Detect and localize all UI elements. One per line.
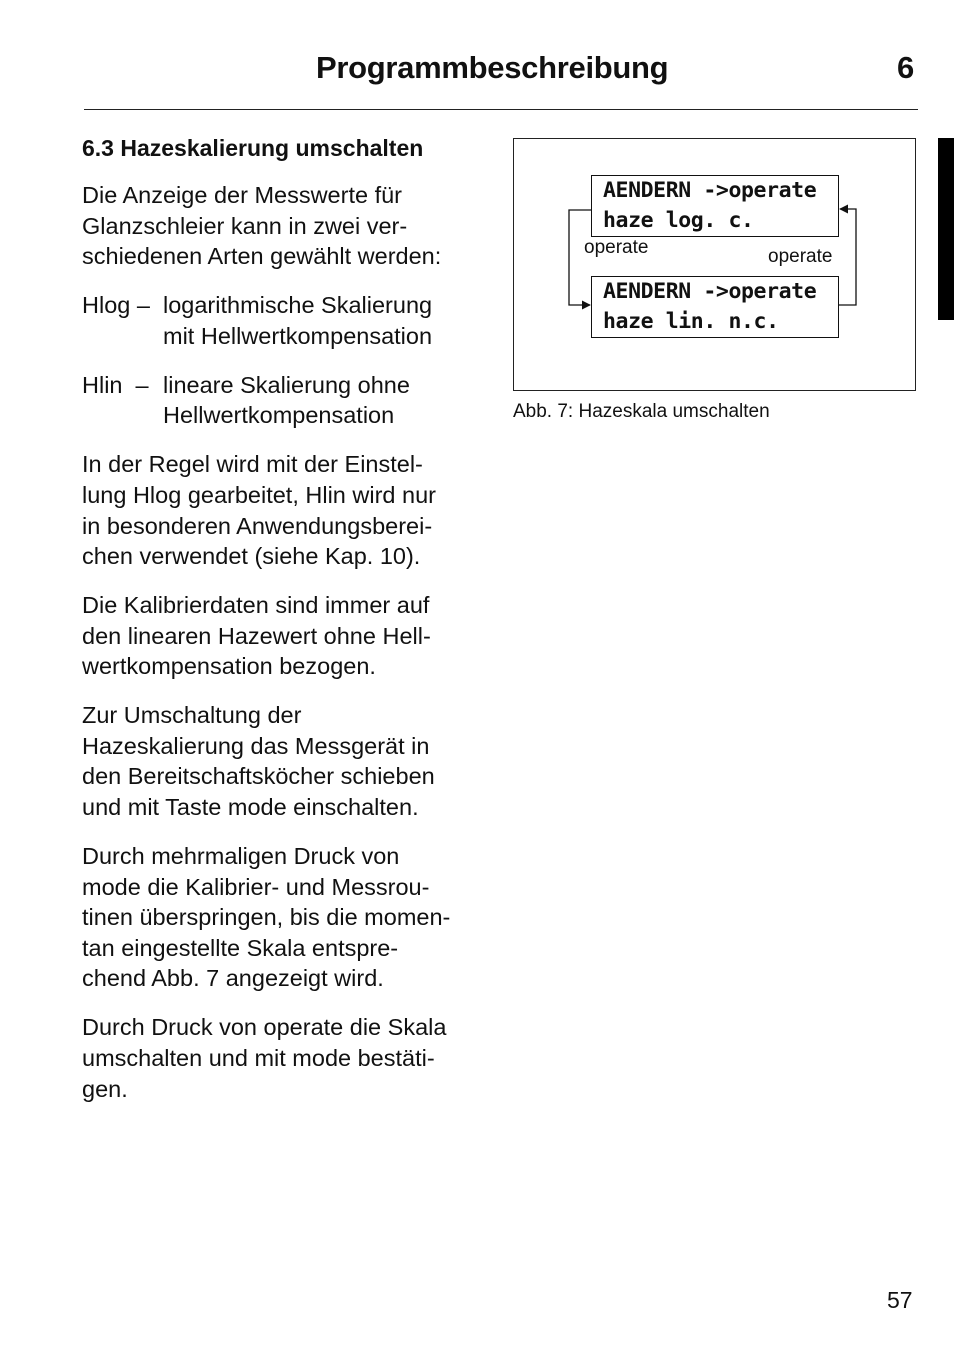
page-header-title: Programmbeschreibung bbox=[316, 50, 669, 85]
text-line: umschalten und mit mode bestäti- bbox=[82, 1044, 435, 1071]
text-line: logarithmische Skalierung bbox=[163, 292, 433, 319]
paragraph-mehrmaliger-druck bbox=[82, 841, 512, 994]
main-text-column bbox=[82, 133, 512, 1123]
figure-caption: Abb. 7: Hazeskala umschalten bbox=[513, 401, 770, 422]
lcd-line: haze lin. n.c. bbox=[603, 309, 779, 334]
text-line: mit Hellwertkompensation bbox=[163, 322, 433, 349]
lcd-line: AENDERN ->operate bbox=[603, 279, 817, 304]
definition-hlog bbox=[82, 290, 512, 351]
text-line: den Bereitschaftsköcher schieben bbox=[82, 763, 435, 790]
section-heading: 6.3 Hazeskalierung umschalten bbox=[82, 135, 424, 161]
intro-paragraph bbox=[82, 180, 512, 272]
text-line: mode die Kalibrier- und Messrou- bbox=[82, 873, 430, 900]
text-line: Zur Umschaltung der bbox=[82, 702, 302, 729]
text-line: Durch Druck von operate die Skala bbox=[82, 1014, 447, 1041]
paragraph-regel bbox=[82, 449, 512, 571]
lcd-line: haze log. c. bbox=[603, 208, 754, 233]
text-line: Glanzschleier kann in zwei ver- bbox=[82, 212, 408, 239]
text-line: chend Abb. 7 angezeigt wird. bbox=[82, 965, 384, 992]
text-line: Die Anzeige der Messwerte für bbox=[82, 182, 403, 208]
text-line: tinen überspringen, bis die momen- bbox=[82, 904, 451, 931]
page-number: 57 bbox=[887, 1287, 913, 1313]
arrow-label-operate-right: operate bbox=[768, 246, 833, 267]
chapter-number: 6 bbox=[897, 50, 915, 85]
chapter-thumb-tab bbox=[938, 138, 954, 320]
right-arrow-connector bbox=[839, 209, 856, 305]
definition-term: Hlog – bbox=[82, 292, 150, 319]
text-line: schiedenen Arten gewählt werden: bbox=[82, 243, 442, 270]
text-line: tan eingestellte Skala entspre- bbox=[82, 934, 399, 961]
text-line: chen verwendet (siehe Kap. 10). bbox=[82, 543, 421, 570]
arrow-label-operate-left: operate bbox=[584, 237, 649, 258]
definition-body bbox=[163, 370, 410, 431]
definition-term: Hlin – bbox=[82, 371, 149, 398]
lcd-display-log bbox=[591, 175, 839, 237]
paragraph-kalibrierdaten bbox=[82, 590, 512, 682]
text-line: in besonderen Anwendungsberei- bbox=[82, 512, 433, 539]
text-line: In der Regel wird mit der Einstel- bbox=[82, 451, 423, 478]
text-line: Hellwertkompensation bbox=[163, 402, 395, 429]
paragraph-umschaltung bbox=[82, 700, 512, 822]
text-line: Die Kalibrierdaten sind immer auf bbox=[82, 592, 430, 619]
header-divider bbox=[84, 109, 918, 110]
lcd-line: AENDERN ->operate bbox=[603, 178, 817, 203]
text-line: lineare Skalierung ohne bbox=[163, 371, 410, 398]
lcd-display-lin bbox=[591, 276, 839, 338]
text-line: lung Hlog gearbeitet, Hlin wird nur bbox=[82, 481, 436, 508]
definition-body bbox=[163, 290, 432, 351]
figure-hazeskala bbox=[513, 138, 916, 391]
definition-hlin bbox=[82, 370, 512, 431]
text-line: und mit Taste mode einschalten. bbox=[82, 794, 419, 821]
paragraph-operate bbox=[82, 1012, 512, 1104]
text-line: wertkompensation bezogen. bbox=[82, 653, 376, 680]
text-line: Durch mehrmaligen Druck von bbox=[82, 843, 400, 870]
text-line: den linearen Hazewert ohne Hell- bbox=[82, 622, 431, 649]
text-line: Hazeskalierung das Messgerät in bbox=[82, 732, 430, 759]
text-line: gen. bbox=[82, 1075, 128, 1102]
